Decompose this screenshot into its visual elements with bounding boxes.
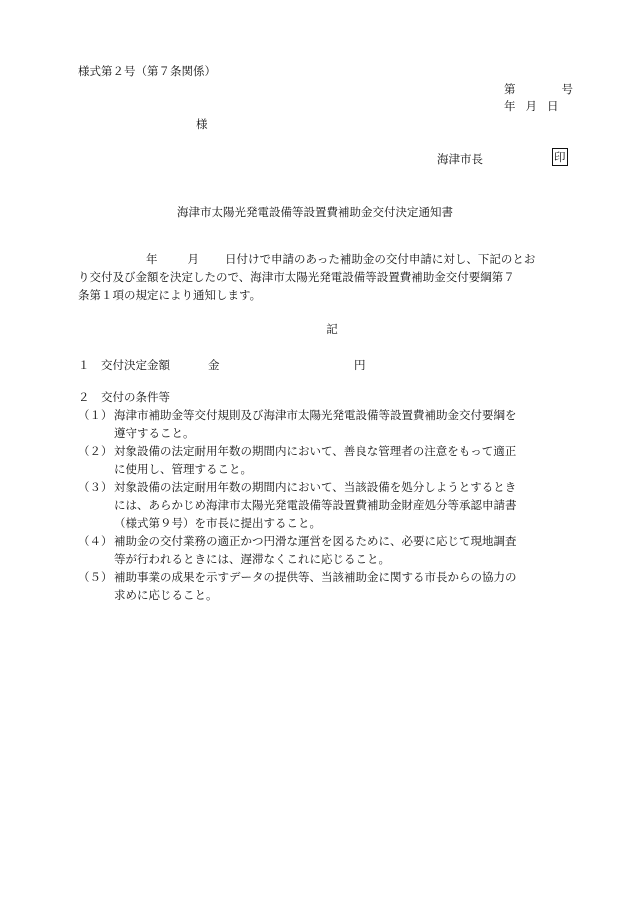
body-line-1 [78, 250, 572, 268]
number-suffix: 号 [561, 82, 573, 96]
body-line-3: 条第１項の規定により通知します。 [78, 288, 262, 302]
body-line-1-text: 日付けで申請のあった補助金の交付申請に対し、下記のとお [225, 252, 536, 266]
condition-line: には、あらかじめ海津市太陽光発電設備等設置費補助金財産処分等承認申請書 [114, 498, 517, 512]
seal-mark: 印 [554, 150, 566, 164]
body-month: 月 [187, 252, 199, 266]
condition-line: に使用し、管理すること。 [114, 462, 252, 476]
body-paragraph [78, 250, 572, 304]
date-line [504, 97, 559, 115]
mayor-name: 海津市長 [437, 152, 483, 166]
condition-line: 対象設備の法定耐用年数の期間内において、善良な管理者の注意をもって適正 [114, 444, 517, 458]
condition-line: 海津市補助金等交付規則及び海津市太陽光発電設備等設置費補助金交付要綱を [114, 408, 517, 422]
condition-number: （５） [78, 570, 113, 584]
date-year: 年 [504, 99, 516, 113]
condition-number: （４） [78, 534, 113, 548]
condition-line: 対象設備の法定耐用年数の期間内において、当該設備を処分しようとするとき [114, 480, 517, 494]
number-prefix: 第 [504, 82, 516, 96]
condition-line: 求めに応じること。 [114, 588, 218, 602]
condition-line: 遵守すること。 [114, 426, 195, 440]
condition-number: （１） [78, 408, 113, 422]
date-day: 日 [547, 99, 559, 113]
date-month: 月 [525, 99, 537, 113]
grant-amount-kin: 金 [208, 358, 220, 372]
condition-text [114, 442, 516, 478]
document-number-line [504, 80, 573, 98]
addressee-suffix: 様 [196, 117, 208, 131]
item-conditions-heading: ２ 交付の条件等 [78, 390, 170, 404]
grant-amount-yen: 円 [354, 358, 366, 372]
condition-text [114, 532, 517, 568]
condition-text [114, 406, 517, 442]
condition-number: （３） [78, 480, 113, 494]
condition-line: 補助金の交付業務の適正かつ円滑な運営を図るために、必要に応じて現地調査 [114, 534, 517, 548]
ki-heading: 記 [326, 322, 338, 336]
document-title: 海津市太陽光発電設備等設置費補助金交付決定通知書 [177, 205, 453, 219]
condition-line: 補助事業の成果を示すデータの提供等、当該補助金に関する市長からの協力の [114, 570, 517, 584]
condition-text [114, 568, 517, 604]
form-label: 様式第２号（第７条関係） [78, 64, 216, 78]
condition-line: 等が行われるときには、遅滞なくこれに応じること。 [114, 552, 390, 566]
condition-line: （様式第９号）を市長に提出すること。 [114, 516, 321, 530]
body-year: 年 [146, 252, 158, 266]
body-line-2: り交付及び金額を決定したので、海津市太陽光発電設備等設置費補助金交付要綱第７ [78, 270, 515, 284]
item-grant-amount [78, 356, 366, 374]
condition-number: （２） [78, 444, 113, 458]
grant-amount-label: １ 交付決定金額 [78, 358, 170, 372]
condition-text [114, 478, 517, 532]
